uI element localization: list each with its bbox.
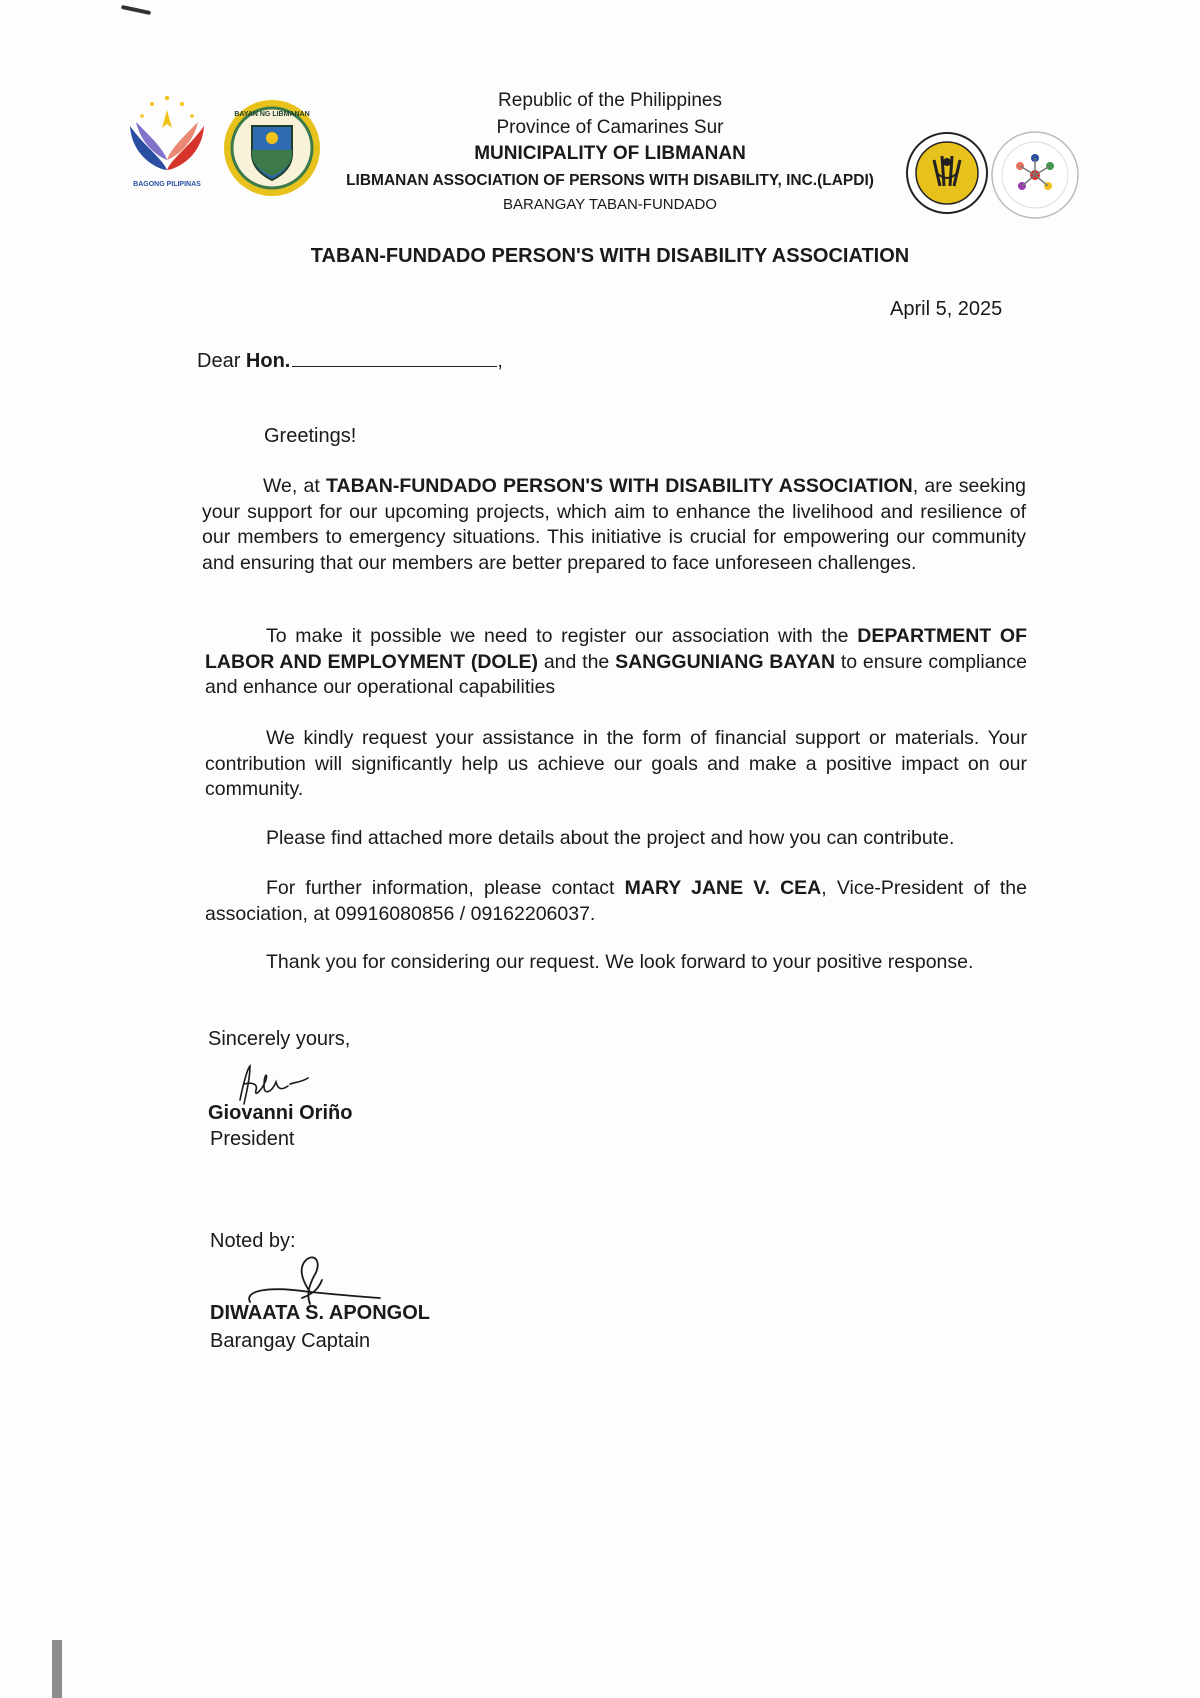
association-logo xyxy=(990,130,1080,220)
barangay-captain-title: Barangay Captain xyxy=(210,1330,371,1352)
scan-artifact-mark xyxy=(121,5,151,15)
salutation-prefix: Dear xyxy=(197,350,246,372)
bagong-pilipinas-logo xyxy=(122,88,212,190)
signature-president xyxy=(232,1060,322,1108)
p1-text-a: We, at xyxy=(263,475,327,497)
salutation-honorific: Hon. xyxy=(245,350,291,372)
p2-text-c: and the xyxy=(538,650,616,673)
seal-text: BAYAN NG LIBMANAN xyxy=(234,111,310,118)
paragraph-4: Please find attached more details about the project and how you can contribute. xyxy=(266,827,955,849)
p5-text-a: For further information, please contact xyxy=(266,877,625,899)
letterhead-lapdi: LIBMANAN ASSOCIATION OF PERSONS WITH DISABILITY, INC.(LAPDI) xyxy=(346,172,874,189)
salutation-suffix: , xyxy=(497,350,503,372)
barangay-captain-name: DIWAATA S. APONGOL xyxy=(210,1302,430,1324)
greeting: Greetings! xyxy=(264,425,357,447)
paragraph-6: Thank you for considering our request. We look forward to your positive response. xyxy=(266,951,974,973)
letterhead-province: Province of Camarines Sur xyxy=(496,117,724,138)
letterhead-republic: Republic of the Philippines xyxy=(498,90,722,111)
closing: Sincerely yours, xyxy=(208,1028,351,1050)
municipality-seal xyxy=(222,98,322,198)
paragraph-5 xyxy=(205,876,1027,927)
p1-association-name: TABAN-FUNDADO PERSON'S WITH DISABILITY ASSOCIATION xyxy=(326,475,913,497)
scan-artifact-edge xyxy=(52,1640,62,1698)
salutation xyxy=(197,348,503,373)
p5-text-c: , Vice-President of the association, at 09916080856 / 09162206037. xyxy=(205,877,1027,925)
letter-title: TABAN-FUNDADO PERSON'S WITH DISABILITY ASSOCIATION xyxy=(310,245,910,267)
bp-caption: BAGONG PILIPINAS xyxy=(133,181,201,188)
p1-text-c: , are seeking your support for our upcoming projects, which aim to enhance the livelihood and resilience of our members to emergency situations. This initiative is crucial for empowering our community and ensuring that our members are better prepared to face unforeseen challenges. xyxy=(202,475,1027,574)
letterhead-barangay: BARANGAY TABAN-FUNDADO xyxy=(503,196,717,213)
p2-sangguniang-bayan: SANGGUNIANG BAYAN xyxy=(615,650,836,673)
letter-date: April 5, 2025 xyxy=(890,298,1003,320)
paragraph-1 xyxy=(202,474,1026,576)
p5-contact-name: MARY JANE V. CEA xyxy=(624,877,822,899)
p2-text-e: to ensure compliance and enhance our operational capabilities xyxy=(205,650,1027,698)
addressee-blank-line xyxy=(292,348,497,367)
president-title: President xyxy=(210,1128,295,1150)
paragraph-2 xyxy=(205,624,1027,701)
paragraph-3: We kindly request your assistance in the form of financial support or materials. Your contribution will significantly help us achieve our goals and make a positive impact on our community. xyxy=(205,727,1027,800)
president-name: Giovanni Oriño xyxy=(208,1102,353,1124)
lapdi-seal xyxy=(906,132,988,214)
p2-dole: DEPARTMENT OF LABOR AND EMPLOYMENT (DOLE) xyxy=(205,625,1027,673)
p2-text-a: To make it possible we need to register our association with the xyxy=(266,625,858,647)
letterhead-municipality: MUNICIPALITY OF LIBMANAN xyxy=(474,143,746,164)
noted-by-label: Noted by: xyxy=(210,1230,296,1252)
signature-barangay-captain xyxy=(240,1250,390,1310)
